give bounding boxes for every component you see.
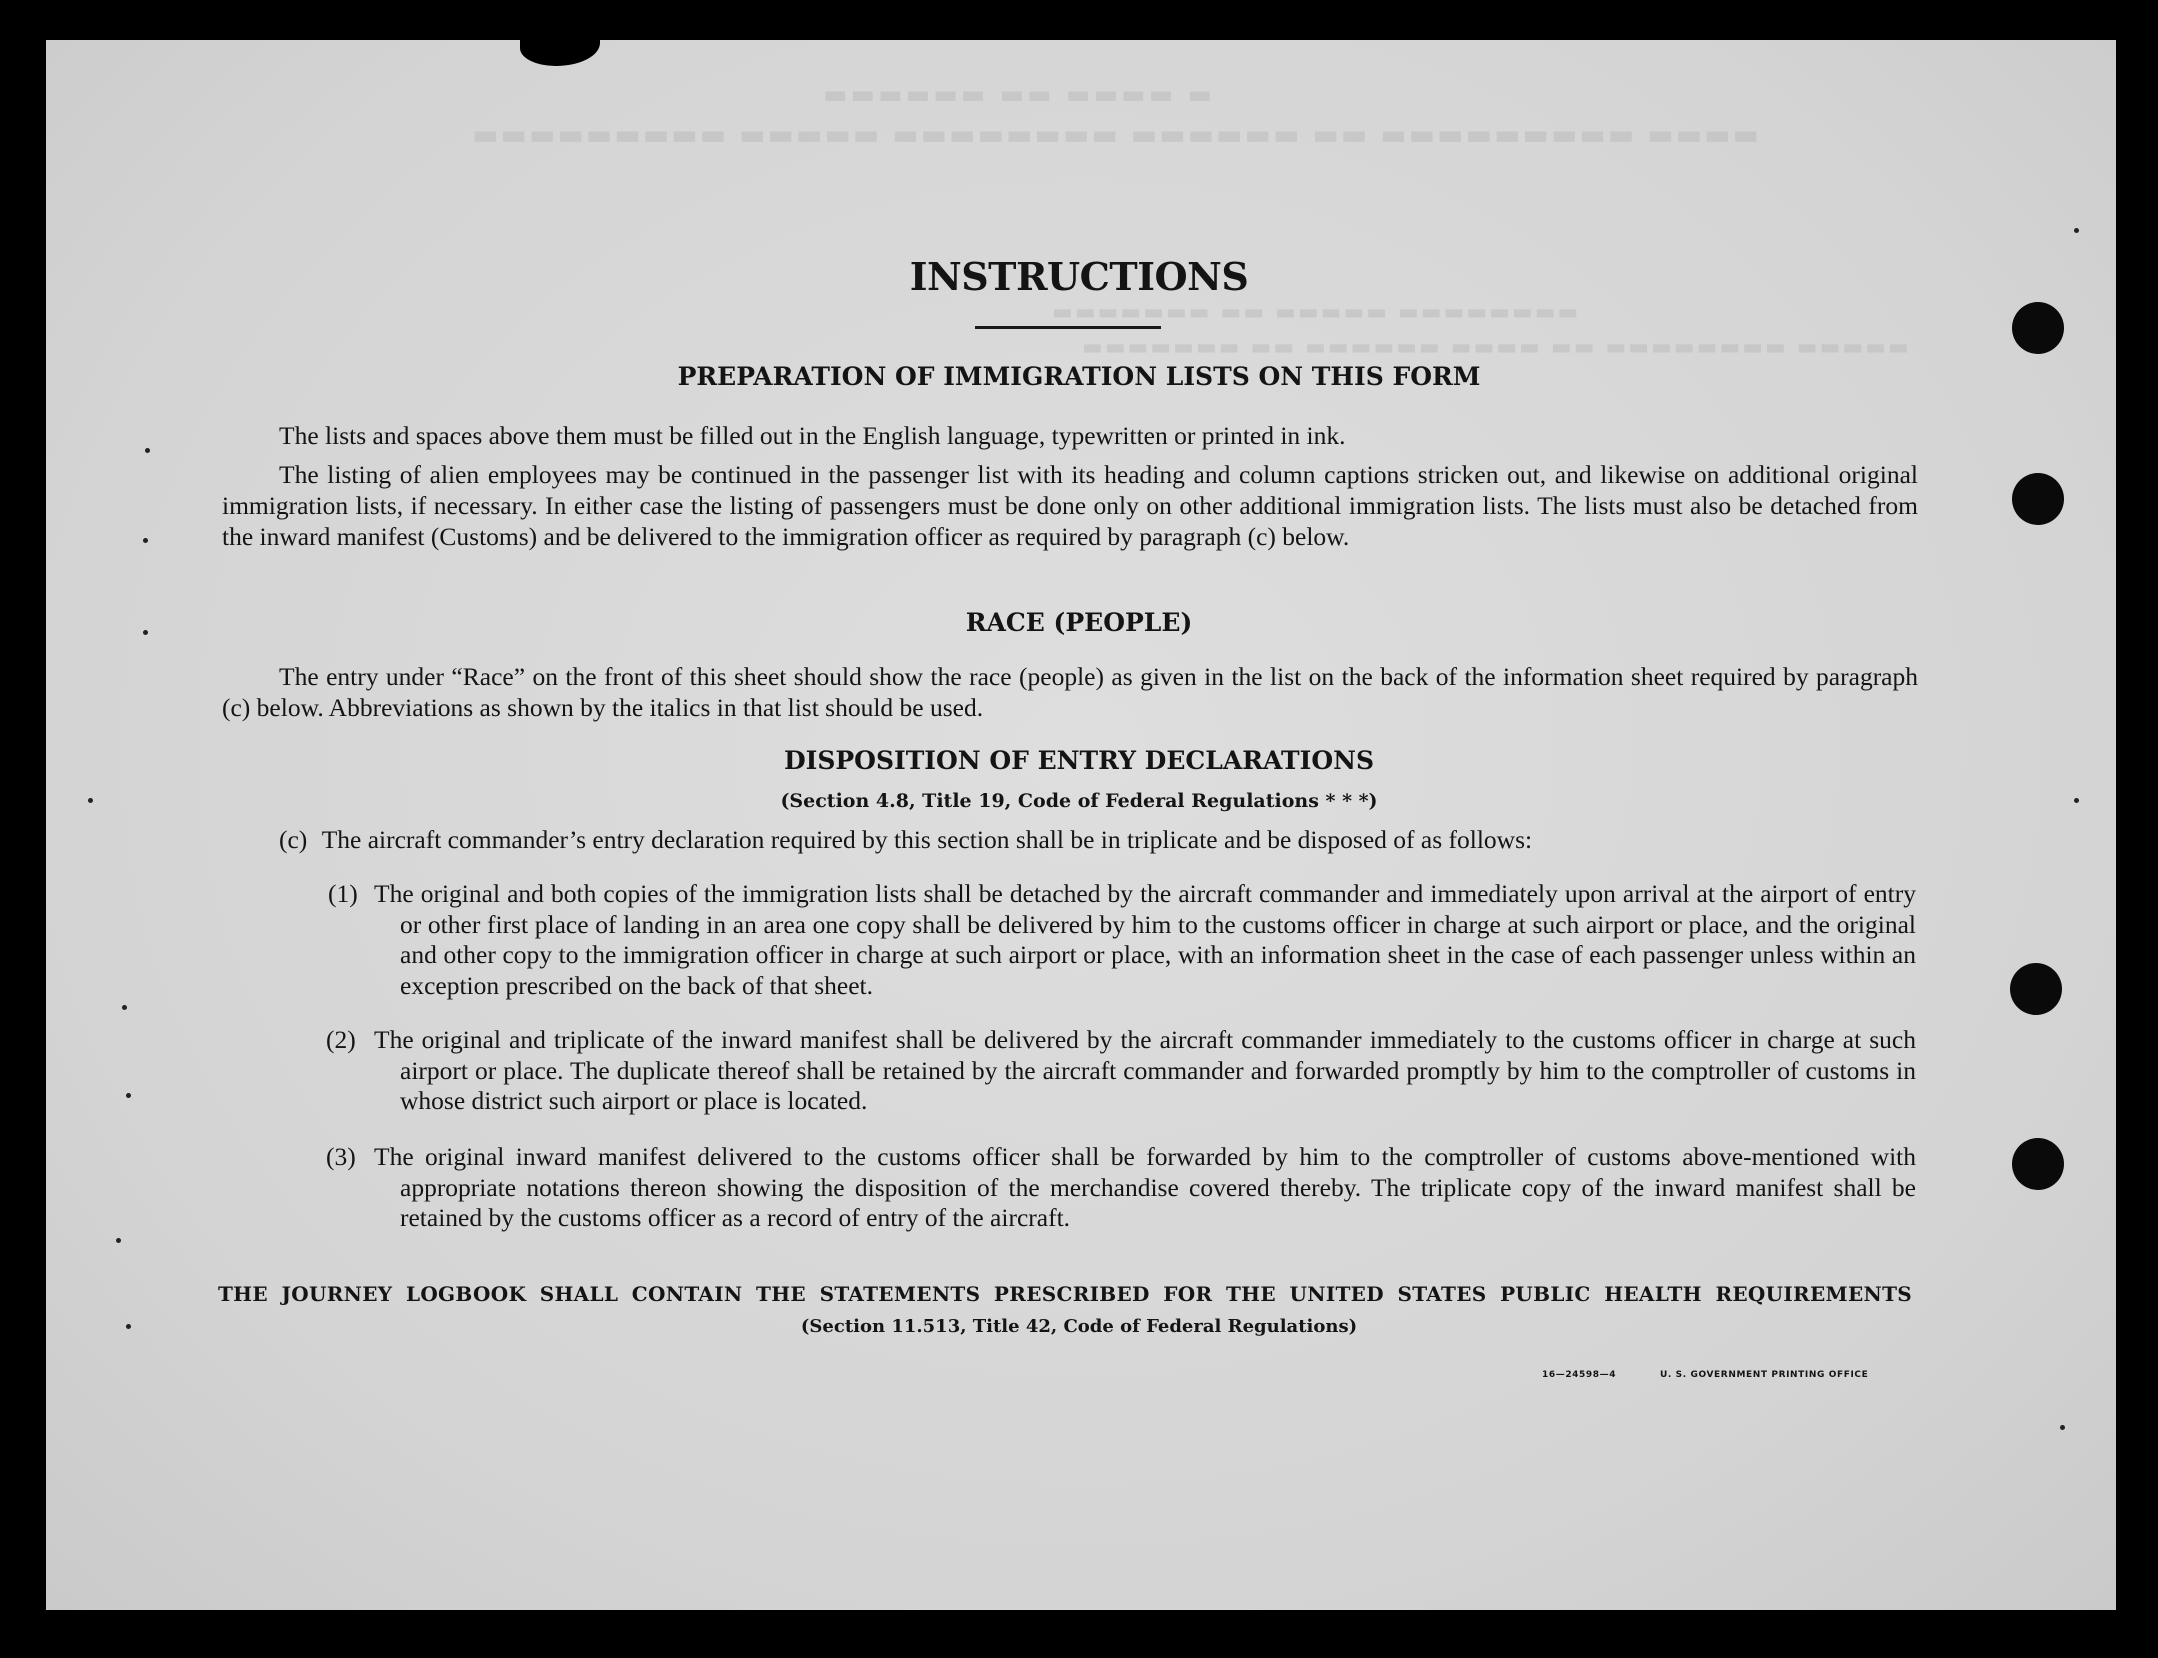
race-heading: RACE (PEOPLE) — [965, 608, 1193, 637]
item-text: The original and both copies of the immigration lists shall be detached by the aircraft commander and immediately upon arrival at the airport of entry or other first place of landing in an area one copy shall be delivered by him to the customs officer in charge at such airport or place, and the original and other copy to the immigration officer in charge at such airport or place, with an information sheet in the case of each passenger unless within an exception prescribed on the back of that sheet. — [374, 879, 1916, 1000]
page-title: INSTRUCTIONS — [909, 254, 1249, 299]
printer-imprint: U. S. GOVERNMENT PRINTING OFFICE — [1660, 1370, 1869, 1380]
item-text: The original and triplicate of the inward manifest shall be delivered by the aircraft commander immediately to the customs officer in charge at such airport or place. The duplicate thereof shall be retained by the aircraft commander and forwarded promptly by him to the comptroller of customs in whose district such airport or place is located. — [374, 1025, 1916, 1115]
race-paragraph — [222, 661, 1918, 723]
item-text: The original inward manifest delivered to the customs officer shall be forwarded by him to the comptroller of customs above-mentioned with appropriate notations thereon showing the disposition of the merchandise covered thereby. The triplicate copy of the inward manifest shall be retained by the customs officer as a record of entry of the aircraft. — [374, 1142, 1916, 1232]
bleed-through-line: ▬ ▬▬▬▬ ▬▬ ▬▬▬▬▬▬ — [820, 80, 1213, 110]
disposition-intro-text: The aircraft commander’s entry declaration required by this section shall be in triplicate and be disposed of as follows: — [321, 825, 1533, 854]
race-paragraph-text: The entry under “Race” on the front of this sheet should show the race (people) as given in the list on the back of the information sheet required by paragraph (c) below. Abbreviations as shown by the italics in that list should be used. — [222, 662, 1918, 722]
item-number: (3) — [326, 1142, 356, 1171]
public-health-citation: (Section 11.513, Title 42, Code of Federal Regulations) — [800, 1316, 1358, 1337]
disposition-item-3 — [326, 1142, 1916, 1234]
disposition-heading: DISPOSITION OF ENTRY DECLARATIONS — [783, 746, 1375, 775]
preparation-heading: PREPARATION OF IMMIGRATION LISTS ON THIS FORM — [677, 362, 1481, 391]
item-number: (1) — [328, 879, 358, 908]
preparation-paragraph-2 — [222, 459, 1918, 552]
preparation-paragraph-1 — [222, 420, 1918, 451]
disposition-item-1 — [328, 879, 1916, 1001]
preparation-paragraph-1-text: The lists and spaces above them must be filled out in the English language, typewritten or printed in ink. — [279, 421, 1346, 450]
public-health-notice: THE JOURNEY LOGBOOK SHALL CONTAIN THE STATEMENTS PRESCRIBED FOR THE UNITED STATES PUBLIC HEALTH REQUIREMENTS — [218, 1282, 1912, 1306]
item-number: (2) — [326, 1025, 356, 1054]
disposition-citation: (Section 4.8, Title 19, Code of Federal Regulations * * *) — [780, 790, 1378, 812]
disposition-item-2 — [326, 1025, 1916, 1117]
form-number: 16—24598—4 — [1542, 1370, 1617, 1380]
bleed-through-line: ▬▬▬▬ ▬▬▬▬▬▬▬▬▬ ▬▬ ▬▬▬▬▬▬ ▬▬▬▬▬▬▬▬ ▬▬▬▬▬ ▬▬▬▬▬▬▬▬▬ — [470, 118, 1759, 151]
bleed-through-line: ▬▬▬▬▬ ▬▬▬▬▬▬▬▬ ▬▬ ▬▬▬▬ ▬▬▬▬▬▬ ▬▬ ▬▬▬▬▬▬▬ — [1080, 335, 1909, 360]
bleed-through-line: ▬▬▬▬▬▬▬▬ ▬▬▬▬▬ ▬▬ ▬▬▬▬▬▬▬ — [1050, 300, 1579, 325]
disposition-intro — [279, 824, 1919, 855]
disposition-intro-label: (c) — [279, 825, 308, 854]
preparation-paragraph-2-text: The listing of alien employees may be continued in the passenger list with its heading and column captions stricken out, and likewise on additional original immigration lists, if necessary. In either case the listing of passengers must be done only on other additional immigration lists. The lists must also be detached from the inward manifest (Customs) and be delivered to the immigration officer as required by paragraph (c) below. — [222, 460, 1918, 551]
title-underline — [975, 326, 1161, 329]
